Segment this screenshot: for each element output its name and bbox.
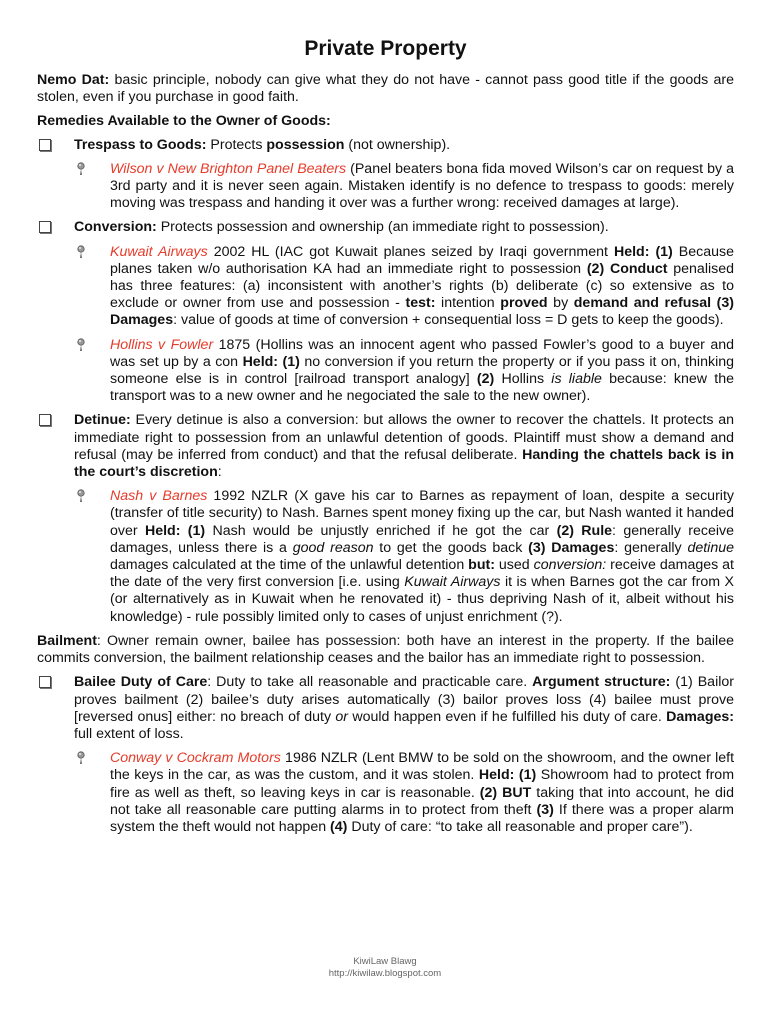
text-run: Trespass to Goods: <box>74 136 207 153</box>
text-run: Nash would be unjustly enriched if he got the car <box>205 522 557 539</box>
text-run: Bailee Duty of Care <box>74 674 208 691</box>
text-run: Held: (1) <box>242 353 300 370</box>
text-run: (4) <box>330 818 348 835</box>
text-run: Held: (1) <box>613 243 673 260</box>
text-run: If there was a proper alarm system the theft would not happen <box>110 801 734 835</box>
remedy-conversion <box>37 219 734 236</box>
text-run: Handing the chattels back is in the court’s discretion <box>74 446 734 481</box>
checkbox-icon <box>39 221 51 233</box>
text-run: penalised has three features: (a) inconsistent with another’s rights (b) deliberate (c) so extensive as to exclude or owner from use and possession - <box>110 260 735 312</box>
document-page <box>37 36 734 843</box>
case-kuwait <box>37 244 734 330</box>
text-run: : generally receive damages, unless there is a <box>110 522 735 556</box>
text-run: is liable <box>551 371 602 388</box>
case-name: Hollins v Fowler <box>110 336 214 353</box>
case-wilson <box>37 161 734 213</box>
text-run: proved <box>500 295 548 312</box>
text-run: receive damages at the date of the very first conversion [i.e. using <box>110 557 734 591</box>
page-title: Private Property <box>304 37 467 60</box>
text-run: (2) Rule <box>556 522 613 539</box>
text-run: it is when Barnes got the car from X (or alternatively as in Kuwait when he renovated it) - thus depriving Nash of it, albeit without his knowledge) - rule possibly limited only to cases of unjust enrichment (?). <box>110 574 734 625</box>
footer-blog-url[interactable]: http://kiwilaw.blogspot.com <box>328 968 442 979</box>
remedy-trespass <box>37 137 734 154</box>
text-run: Conversion: <box>74 219 157 236</box>
text-run: full extent of loss. <box>74 725 184 742</box>
bailee-duty-of-care <box>37 674 734 743</box>
text-run: Nemo Dat: <box>37 72 110 88</box>
case-conway <box>37 750 734 836</box>
text-run: taking that into account, he did not take all reasonable care putting alarms in to protect from theft <box>110 784 734 818</box>
text-run: possession <box>266 136 345 153</box>
pushpin-icon <box>75 489 87 503</box>
nemo-dat-paragraph <box>37 72 734 106</box>
checkbox-icon <box>39 139 51 151</box>
footer-blog-name: KiwiLaw Blawg <box>353 956 417 967</box>
pushpin-icon <box>75 245 87 259</box>
text-run: Showroom had to protect from fire as well as theft, so leaving keys in car is reasonable. <box>110 767 735 801</box>
text-run: by <box>547 295 574 312</box>
case-nash <box>37 488 734 626</box>
case-name: Kuwait Airways <box>110 243 208 260</box>
text-run: (2) BUT <box>479 784 532 801</box>
text-run: Bailment <box>37 632 97 649</box>
text-run: Kuwait Airways <box>404 574 501 591</box>
text-run: to get the goods back <box>373 539 529 556</box>
text-run: demand and refusal (3) Damages <box>110 295 735 329</box>
text-run: (2) <box>476 371 495 388</box>
text-run: (2) Conduct <box>586 260 668 277</box>
bailment-paragraph <box>37 633 734 667</box>
case-hollins <box>37 337 734 406</box>
case-name: Nash v Barnes <box>110 488 208 505</box>
page-footer <box>0 956 770 980</box>
text-run: conversion: <box>533 557 607 574</box>
text-run: Hollins <box>494 371 552 388</box>
text-run: : Owner remain owner, bailee has possession: both have an interest in the property. If the bailee commits conversion, the bailment relationship ceases and the bailor has an immediate right to possession. <box>37 632 734 667</box>
text-run: used <box>494 557 534 574</box>
text-run: Held: (1) <box>144 522 206 539</box>
text-run: (not ownership). <box>344 136 451 153</box>
text-run: or <box>335 708 349 725</box>
case-name: Wilson v New Brighton Panel Beaters <box>110 160 347 177</box>
text-run: Duty of care: “to take all reasonable and proper care”). <box>347 818 693 835</box>
text-run: test: <box>405 295 436 312</box>
text-run: good reason <box>292 539 374 556</box>
text-run: Every detinue is also a conversion: but allows the owner to recover the chattels. It protects an immediate right to possession from an unlawful detention of goods. Plaintiff must show a demand and refusal (may be inferred from conduct) and that the refusal deliberate. <box>74 412 734 463</box>
text-run: (3) <box>536 801 554 818</box>
text-run: 1875 (Hollins was an innocent agent who passed Fowler’s good to a buyer and was set up by a con <box>110 336 734 370</box>
text-run: Argument structure: <box>532 674 671 691</box>
text-run: 1992 NZLR (X gave his car to Barnes as repayment of loan, despite a security (transfer of title security) to Nash. Barnes spent money fixing up the car, but Nash wanted it handed over <box>110 488 734 539</box>
checkbox-icon <box>39 676 51 688</box>
text-run: because: knew the transport was to a new owner and he negociated the sale to the new owner). <box>110 371 734 405</box>
text-run: 1986 NZLR (Lent BMW to be sold on the showroom, and the owner left the keys in the car, as was the custom, and it was stolen. <box>110 750 735 784</box>
text-run: : value of goods at time of conversion + consequential loss = D gets to keep the goods). <box>173 312 724 329</box>
text-run: damages calculated at the time of the unlawful detention <box>110 557 469 574</box>
text-run: : generally <box>614 539 688 556</box>
text-run: : <box>217 464 222 481</box>
text-run: would happen even if he fulfilled his duty of care. <box>348 708 667 725</box>
case-name: Conway v Cockram Motors <box>110 750 281 767</box>
remedies-heading: Remedies Available to the Owner of Goods: <box>37 113 331 130</box>
text-run: Damages: <box>666 708 734 725</box>
text-run: Detinue: <box>74 412 131 429</box>
pushpin-icon <box>75 338 87 352</box>
text-run: intention <box>435 295 501 312</box>
text-run: but: <box>468 557 495 574</box>
text-run: Protects <box>206 136 267 153</box>
pushpin-icon <box>75 751 87 765</box>
text-run: (3) Damages <box>528 539 615 556</box>
text-run: (Panel beaters bona fida moved Wilson’s car on request by a 3rd party and it is never seen again. Mistaken identify is no defence to trespass to goods: merely moving was trespass and handing it over was a further wrong: received damages at large). <box>110 160 734 212</box>
pushpin-icon <box>75 162 87 176</box>
text-run: Protects possession and ownership (an immediate right to possession). <box>156 219 609 236</box>
text-run: 2002 HL (IAC got Kuwait planes seized by Iraqi government <box>207 243 614 260</box>
checkbox-icon <box>39 414 51 426</box>
text-run: detinue <box>687 539 734 556</box>
text-run: basic principle, nobody can give what they do not have - cannot pass good title if the goods are stolen, even if you purchase in good faith. <box>37 72 734 106</box>
text-run: Held: (1) <box>478 767 537 784</box>
text-run: : Duty to take all reasonable and practicable care. <box>207 674 533 691</box>
text-run: Because planes taken w/o authorisation KA had an immediate right to possession <box>110 243 734 277</box>
remedy-detinue <box>37 412 734 481</box>
text-run: (1) Bailor proves bailment (2) bailee’s duty arises automatically (3) bailor proves loss (4) bailee must prove [reversed onus] either: no breach of duty <box>74 674 734 725</box>
text-run: no conversion if you return the property or if you pass it on, thinking someone else is in control [railroad transport analogy] <box>110 353 735 388</box>
